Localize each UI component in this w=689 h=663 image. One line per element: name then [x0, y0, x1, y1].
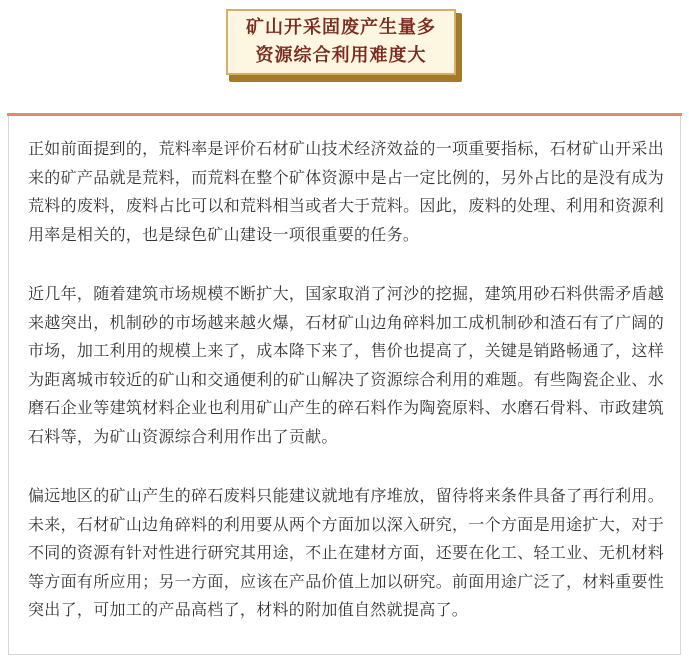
title-line-2: 资源综合利用难度大 — [255, 45, 427, 66]
paragraph-1: 正如前面提到的，荒料率是评价石材矿山技术经济效益的一项重要指标，石材矿山开采出来的矿产品就是荒料，而荒料在整个矿体资源中是占一定比例的，另外占比的是没有成为荒料的废料，废料占比可以和荒料相当或者大于荒料。因此，废料的处理、利用和资源利用率是相关的，也是绿色矿山建设一项很重要的任务。 — [28, 139, 664, 244]
title-line-1: 矿山开采固废产生量多 — [246, 17, 436, 38]
title-plaque — [226, 9, 462, 82]
title-box — [226, 9, 456, 75]
article-body — [8, 116, 681, 655]
paragraph-2: 近几年，随着建筑市场规模不断扩大，国家取消了河沙的挖掘，建筑用砂石料供需矛盾越来越突出，机制砂的市场越来越火爆，石材矿山边角碎料加工成机制砂和渣石有了广阔的市场，加工利用的规模上来了，成本降下来了，售价也提高了，关键是销路畅通了，这样为距离城市较近的矿山和交通便利的矿山解决了资源综合利用的难题。有些陶瓷企业、水磨石企业等建筑材料企业也利用矿山产生的碎石料作为陶瓷原料、水磨石骨料、市政建筑石料等，为矿山资源综合利用作出了贡献。 — [28, 284, 664, 446]
paragraph-3: 偏远地区的矿山产生的碎石废料只能建议就地有序堆放，留待将来条件具备了再行利用。未来，石材矿山边角碎料的利用要从两个方面加以深入研究，一个方面是用途扩大，对于不同的资源有针对性进行研究其用途，不止在建材方面，还要在化工、轻工业、无机材料等方面有所应用；另一方面，应该在产品价值上加以研究。前面用途广泛了，材料重要性突出了，可加工的产品高档了，材料的附加值自然就提高了。 — [28, 486, 664, 620]
